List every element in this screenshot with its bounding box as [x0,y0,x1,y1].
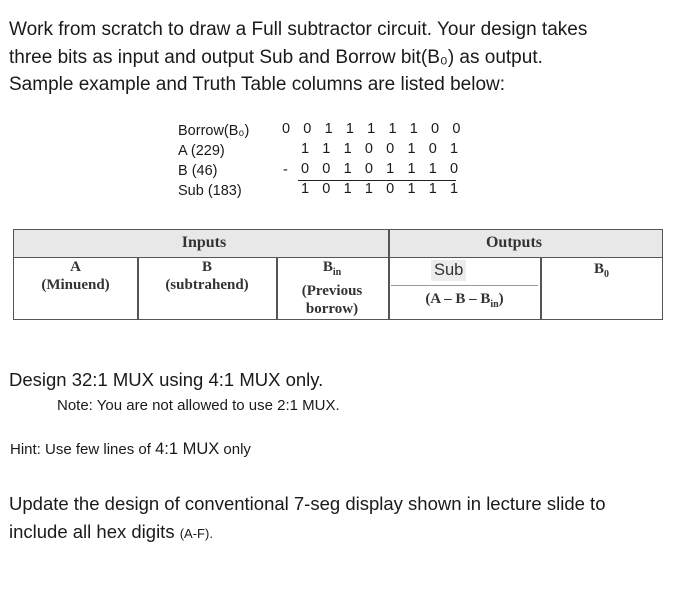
outputs-header: Outputs [485,234,543,251]
col-bin: $B_{in}$ (Previous borrow) [301,259,363,317]
sub-label: Sub [431,260,466,281]
label-a: A (229) [178,143,225,159]
sub-divider [391,285,538,286]
update-line-2: include all hex digits (A-F). [9,521,213,542]
bits-sub: 1 0 1 1 0 1 1 1 [301,181,463,197]
label-borrow: Borrow(B₀) [178,123,250,139]
table-header-row [14,230,662,258]
mux-note: Note: You are not allowed to use 2:1 MUX. [57,397,340,414]
update-paragraph [9,490,605,548]
bits-b: 0 0 1 0 1 1 1 0 [301,161,463,177]
col-b: B (subtrahend) [165,259,249,293]
intro-line-1: Work from scratch to draw a Full subtractor circuit. Your design takes [9,19,588,40]
intro-line-2: three bits as input and output Sub and Borrow bit(B₀) as output. [9,46,543,68]
bits-a: 1 1 1 0 0 1 0 1 [301,141,463,157]
minus-sign: - [283,162,288,178]
inputs-header: Inputs [181,234,227,251]
label-sub: Sub (183) [178,183,242,199]
intro-paragraph [9,16,587,99]
sub-formula: (A – B – $B_{in}$) [425,291,504,310]
col-a: A (Minuend) [41,259,110,293]
update-line-1: Update the design of conventional 7-seg display shown in lecture slide to [9,493,606,514]
intro-line-3: Sample example and Truth Table columns are listed below: [9,74,506,95]
mux-hint: Hint: Use few lines of 4:1 MUX only [10,440,251,458]
mux-title: Design 32:1 MUX using 4:1 MUX only. [9,369,324,390]
bits-borrow: 0 0 1 1 1 1 1 0 0 [282,121,466,137]
col-bo: $B_0$ [593,261,609,280]
label-b: B (46) [178,163,218,179]
example-labels [178,121,249,201]
truth-table [13,229,663,320]
